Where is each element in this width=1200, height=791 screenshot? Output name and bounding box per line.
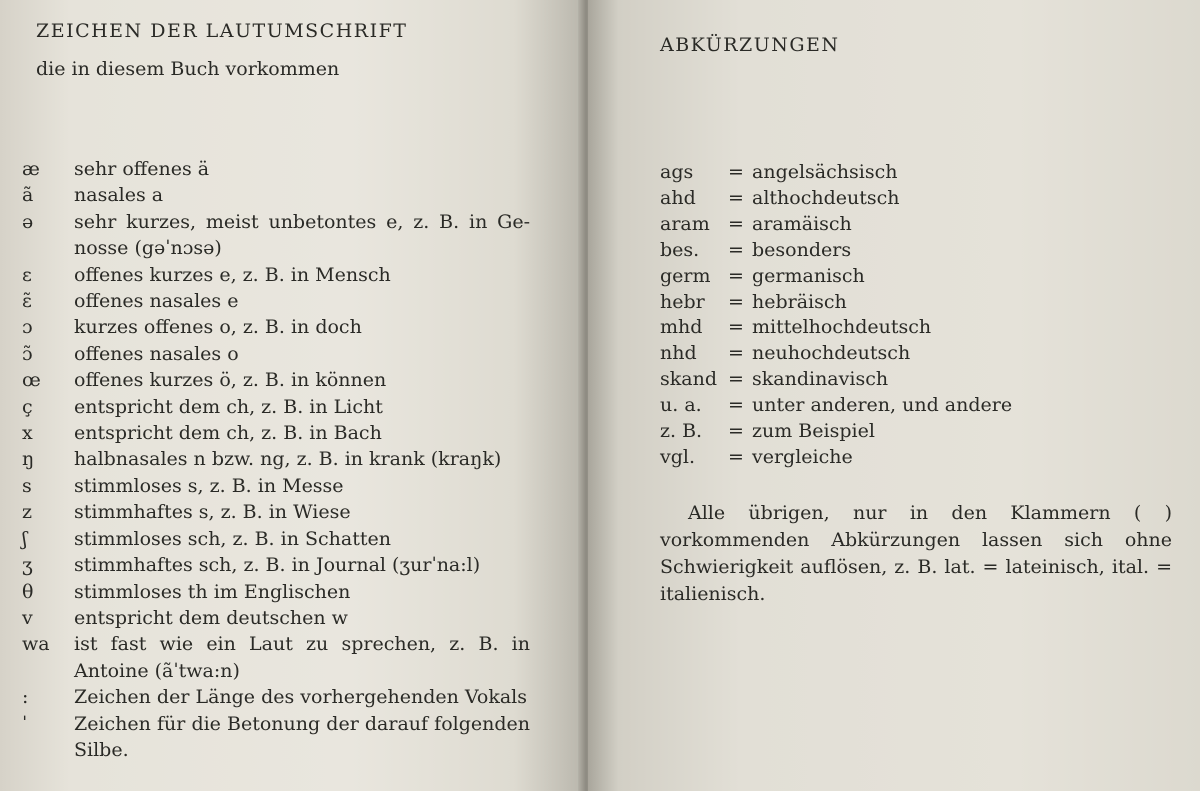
symbol-row xyxy=(0,446,560,472)
abbreviation-row xyxy=(660,445,1012,471)
abbreviation-row xyxy=(660,212,1012,238)
symbol-description: stimmloses sch, z. B. in Schatten xyxy=(74,527,391,550)
equals-sign: = xyxy=(728,212,744,235)
symbol-description: ist fast wie ein Laut zu sprechen, z. B. in xyxy=(74,633,530,656)
symbol-row xyxy=(0,394,560,420)
abbreviation: u. a. xyxy=(660,394,702,417)
abbreviation: mhd xyxy=(660,316,703,339)
abbreviation-meaning: angelsächsisch xyxy=(752,161,898,183)
symbol-row xyxy=(0,314,560,340)
phonetic-symbol: ɔ̃ xyxy=(22,342,33,365)
abbreviation-meaning: besonders xyxy=(752,238,852,261)
symbol-row xyxy=(0,288,560,314)
abbreviation-meaning: unter anderen, und andere xyxy=(752,394,1013,417)
abbreviation: hebr xyxy=(660,290,705,313)
equals-sign: = xyxy=(728,290,744,313)
symbol-description: entspricht dem deutschen w xyxy=(74,606,348,629)
abbreviation: ags xyxy=(660,161,694,183)
phonetic-symbol: v xyxy=(22,606,33,629)
symbol-description: nasales a xyxy=(74,184,164,207)
equals-sign: = xyxy=(728,368,744,391)
abbreviation-meaning: vergleiche xyxy=(752,445,853,468)
symbol-description: Silbe. xyxy=(74,738,129,761)
phonetic-symbol: x xyxy=(22,422,33,445)
abbreviation-meaning: hebräisch xyxy=(752,290,847,313)
symbol-description: offenes kurzes e, z. B. in Mensch xyxy=(74,263,391,286)
symbol-row xyxy=(0,182,560,208)
phonetic-symbol: ʃ xyxy=(22,527,28,550)
symbol-row xyxy=(0,552,560,578)
phonetic-symbol: ɛ xyxy=(22,263,32,286)
phonetic-symbol: ŋ xyxy=(22,448,35,471)
symbol-row xyxy=(0,156,560,182)
equals-sign: = xyxy=(728,420,744,443)
phonetic-symbol: s xyxy=(22,474,32,497)
abbreviation-row xyxy=(660,186,1012,212)
abbreviation-meaning: aramäisch xyxy=(752,212,852,235)
right-page xyxy=(588,0,1200,791)
phonetic-symbol: ã xyxy=(22,184,34,207)
abbreviation-meaning: zum Beispiel xyxy=(752,420,875,443)
symbol-description: halbnasales n bzw. ng, z. B. in krank (kraŋk) xyxy=(74,448,502,471)
symbol-description: kurzes offenes o, z. B. in doch xyxy=(74,316,362,339)
equals-sign: = xyxy=(728,445,744,468)
equals-sign: = xyxy=(728,264,744,287)
abbreviation-meaning: germanisch xyxy=(752,264,865,287)
symbol-row xyxy=(0,209,560,262)
equals-sign: = xyxy=(728,161,744,183)
symbol-row xyxy=(0,420,560,446)
abbreviation-note: Alle übrigen, nur in den Klammern ( ) vorkommenden Abkürzungen lassen sich ohne Schwierigkeit auflösen, z. B. lat. = lateinisch, ital. = italienisch. xyxy=(660,502,1172,605)
abbreviation: aram xyxy=(660,212,710,235)
left-page-title: ZEICHEN DER LAUTUMSCHRIFT xyxy=(36,20,408,42)
abbreviation-row xyxy=(660,290,1012,316)
symbol-row xyxy=(0,711,560,764)
left-page xyxy=(0,0,584,791)
abbreviation-row xyxy=(660,264,1012,290)
symbol-description: Antoine (ãˈtwa:n) xyxy=(74,659,240,682)
abbreviation: vgl. xyxy=(660,445,696,468)
symbol-row xyxy=(0,631,560,684)
symbol-row xyxy=(0,341,560,367)
phonetic-symbol: ç xyxy=(22,395,33,418)
symbol-description: stimmhaftes s, z. B. in Wiese xyxy=(74,501,351,524)
symbol-description: offenes kurzes ö, z. B. in können xyxy=(74,369,387,392)
symbol-row xyxy=(0,367,560,393)
left-page-subtitle: die in diesem Buch vorkommen xyxy=(36,58,340,80)
abbreviation: ahd xyxy=(660,186,696,209)
abbreviation-row xyxy=(660,367,1012,393)
phonetic-symbol: ɛ̃ xyxy=(22,290,32,313)
equals-sign: = xyxy=(728,316,744,339)
phonetic-symbol: wa xyxy=(22,633,50,656)
abbreviation-meaning: skandinavisch xyxy=(752,368,889,391)
abbreviation-row xyxy=(660,238,1012,264)
equals-sign: = xyxy=(728,186,744,209)
phonetic-symbol: z xyxy=(22,501,33,524)
abbreviation: bes. xyxy=(660,238,700,261)
symbol-description: entspricht dem ch, z. B. in Licht xyxy=(74,395,383,418)
phonetic-symbol: ə xyxy=(22,210,34,233)
phonetic-symbol-list xyxy=(0,156,560,763)
phonetic-symbol: æ xyxy=(22,158,40,180)
equals-sign: = xyxy=(728,394,744,417)
symbol-row xyxy=(0,579,560,605)
symbol-description: entspricht dem ch, z. B. in Bach xyxy=(74,422,382,445)
phonetic-symbol: θ xyxy=(22,580,34,603)
abbreviation: germ xyxy=(660,264,711,287)
abbreviation-row xyxy=(660,393,1012,419)
symbol-row xyxy=(0,605,560,631)
abbreviation: skand xyxy=(660,368,717,391)
symbol-description: Zeichen der Länge des vorhergehenden Vokals xyxy=(74,686,527,709)
symbol-row xyxy=(0,684,560,710)
symbol-row xyxy=(0,262,560,288)
abbreviation: nhd xyxy=(660,342,697,365)
symbol-description: stimmloses s, z. B. in Messe xyxy=(74,474,344,497)
symbol-description: nosse (gəˈnɔsə) xyxy=(74,237,222,260)
symbol-row xyxy=(0,473,560,499)
abbreviation-meaning: mittelhochdeutsch xyxy=(752,316,932,339)
phonetic-symbol: ʒ xyxy=(22,554,33,577)
equals-sign: = xyxy=(728,238,744,261)
phonetic-symbol: : xyxy=(22,686,29,709)
abbreviation: z. B. xyxy=(660,420,703,443)
abbreviation-row xyxy=(660,160,1012,186)
equals-sign: = xyxy=(728,342,744,365)
abbreviation-row xyxy=(660,315,1012,341)
symbol-row xyxy=(0,526,560,552)
abbreviation-row xyxy=(660,419,1012,445)
symbol-description: offenes nasales e xyxy=(74,290,239,313)
phonetic-symbol: œ xyxy=(22,369,41,392)
abbreviation-list xyxy=(660,160,1012,471)
symbol-description: sehr offenes ä xyxy=(74,158,210,180)
phonetic-symbol: ˈ xyxy=(22,712,28,735)
symbol-description: offenes nasales o xyxy=(74,342,239,365)
phonetic-symbol: ɔ xyxy=(22,316,33,339)
right-page-title: ABKÜRZUNGEN xyxy=(660,34,840,56)
symbol-description: sehr kurzes, meist unbetontes e, z. B. in Ge- xyxy=(74,210,530,233)
abbreviation-meaning: neuhochdeutsch xyxy=(752,342,911,365)
abbreviation-row xyxy=(660,341,1012,367)
symbol-description: Zeichen für die Betonung der darauf folgenden xyxy=(74,712,530,735)
symbol-row xyxy=(0,499,560,525)
symbol-description: stimmloses th im Englischen xyxy=(74,580,351,603)
abbreviation-meaning: althochdeutsch xyxy=(752,186,900,209)
symbol-description: stimmhaftes sch, z. B. in Journal (ʒurˈna:l) xyxy=(74,554,481,577)
